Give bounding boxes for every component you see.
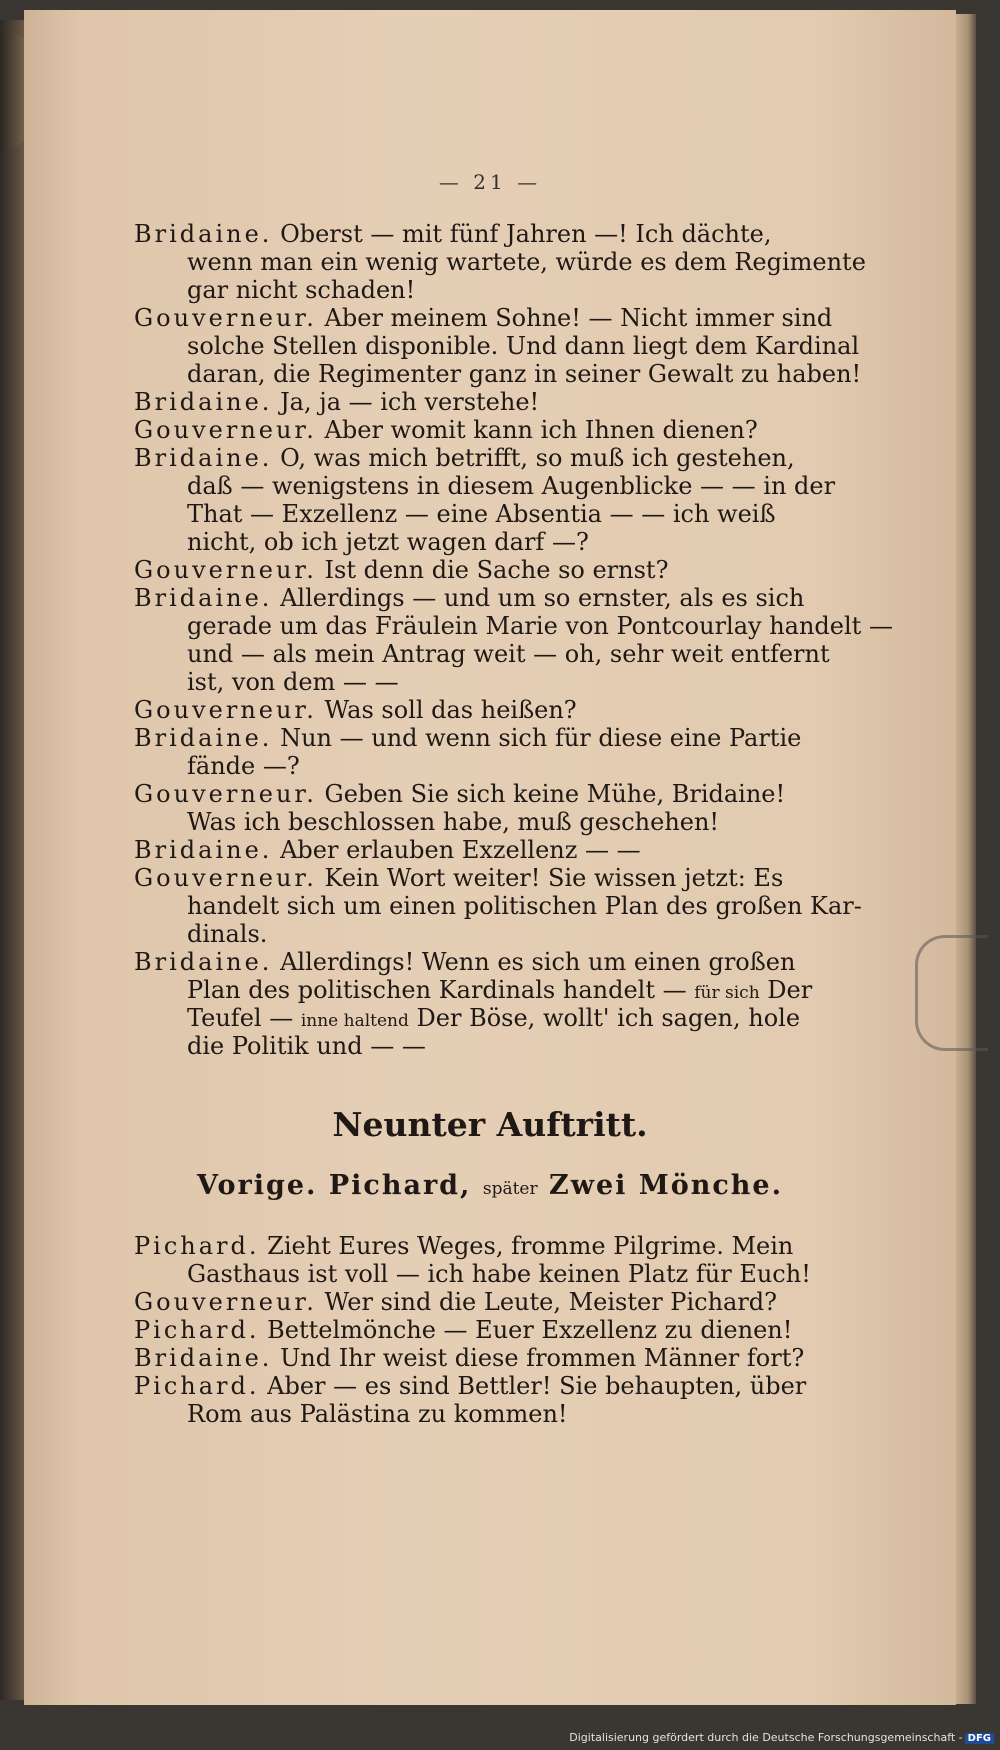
dialogue-line: fände —? — [187, 752, 300, 780]
dialogue-line: gerade um das Fräulein Marie von Pontcourlay handelt — — [187, 612, 893, 640]
dialogue-line: That — Exzellenz — eine Absentia — — ich weiß — [187, 500, 776, 528]
dialogue-line: handelt sich um einen politischen Plan des großen Kar- — [187, 892, 862, 920]
dialogue-line: ist, von dem — — — [187, 668, 399, 696]
scene-title: Neunter Auftritt. — [332, 1105, 648, 1144]
paper-clip-mark — [915, 935, 988, 1051]
dialogue-line: Bridaine. Oberst — mit fünf Jahren —! Ich dächte, — [134, 220, 772, 248]
dialogue-line: und — als mein Antrag weit — oh, sehr weit entfernt — [187, 640, 830, 668]
dialogue-line: solche Stellen disponible. Und dann liegt dem Kardinal — [187, 332, 860, 360]
dialogue-line: Bridaine. O, was mich betrifft, so muß ich gestehen, — [134, 444, 795, 472]
dialogue-line: Gouverneur. Aber meinem Sohne! — Nicht immer sind — [134, 304, 833, 332]
dialogue-line: Bridaine. Nun — und wenn sich für diese eine Partie — [134, 724, 802, 752]
dialogue-line: Teufel — inne haltend Der Böse, wollt' ich sagen, hole — [187, 1004, 801, 1032]
dialogue-line: wenn man ein wenig wartete, würde es dem Regimente — [187, 248, 866, 276]
dialogue-line: Pichard. Aber — es sind Bettler! Sie behaupten, über — [134, 1372, 807, 1400]
dialogue-line: Was ich beschlossen habe, muß geschehen! — [187, 808, 720, 836]
dialogue-line: Bridaine. Aber erlauben Exzellenz — — — [134, 836, 641, 864]
dialogue-line: Gouverneur. Geben Sie sich keine Mühe, Bridaine! — [134, 780, 786, 808]
dialogue-line: Gouverneur. Ist denn die Sache so ernst? — [134, 556, 669, 584]
dialogue-line: gar nicht schaden! — [187, 276, 416, 304]
dialogue-line: nicht, ob ich jetzt wagen darf —? — [187, 528, 589, 556]
page-stack-edge — [956, 14, 976, 1704]
stage-direction: inne haltend — [300, 1011, 409, 1031]
dfg-logo: DFG — [965, 1733, 994, 1744]
dialogue-line: Bridaine. Allerdings — und um so ernster, als es sich — [134, 584, 805, 612]
dialogue-line: dinals. — [187, 920, 268, 948]
scene-cast: Vorige. Pichard, später Zwei Mönche. — [197, 1170, 783, 1201]
dialogue-line: Gouverneur. Kein Wort weiter! Sie wissen jetzt: Es — [134, 864, 784, 892]
dialogue-line: Plan des politischen Kardinals handelt — für sich Der — [187, 976, 813, 1004]
dialogue-line: Pichard. Bettelmönche — Euer Exzellenz zu dienen! — [134, 1316, 793, 1344]
digitization-credit: Digitalisierung gefördert durch die Deutsche Forschungsgemeinschaft - DFG — [569, 1731, 994, 1744]
dialogue-line: Pichard. Zieht Eures Weges, fromme Pilgrime. Mein — [134, 1232, 794, 1260]
dialogue-line: daß — wenigstens in diesem Augenblicke — — in der — [187, 472, 836, 500]
dialogue-line: Rom aus Palästina zu kommen! — [187, 1400, 568, 1428]
dialogue-line: Gouverneur. Aber womit kann ich Ihnen dienen? — [134, 416, 758, 444]
stage-direction: für sich — [694, 983, 760, 1003]
dialogue-line: Gasthaus ist voll — ich habe keinen Platz für Euch! — [187, 1260, 811, 1288]
book-page — [24, 10, 956, 1705]
dialogue-line: Bridaine. Ja, ja — ich verstehe! — [134, 388, 540, 416]
dialogue-line: Bridaine. Allerdings! Wenn es sich um einen großen — [134, 948, 796, 976]
dialogue-line: Gouverneur. Wer sind die Leute, Meister Pichard? — [134, 1288, 778, 1316]
dialogue-line: die Politik und — — — [187, 1032, 426, 1060]
dialogue-line: Gouverneur. Was soll das heißen? — [134, 696, 577, 724]
dialogue-line: Bridaine. Und Ihr weist diese frommen Männer fort? — [134, 1344, 805, 1372]
dialogue-line: daran, die Regimenter ganz in seiner Gewalt zu haben! — [187, 360, 862, 388]
page-number: — 21 — — [438, 170, 542, 194]
